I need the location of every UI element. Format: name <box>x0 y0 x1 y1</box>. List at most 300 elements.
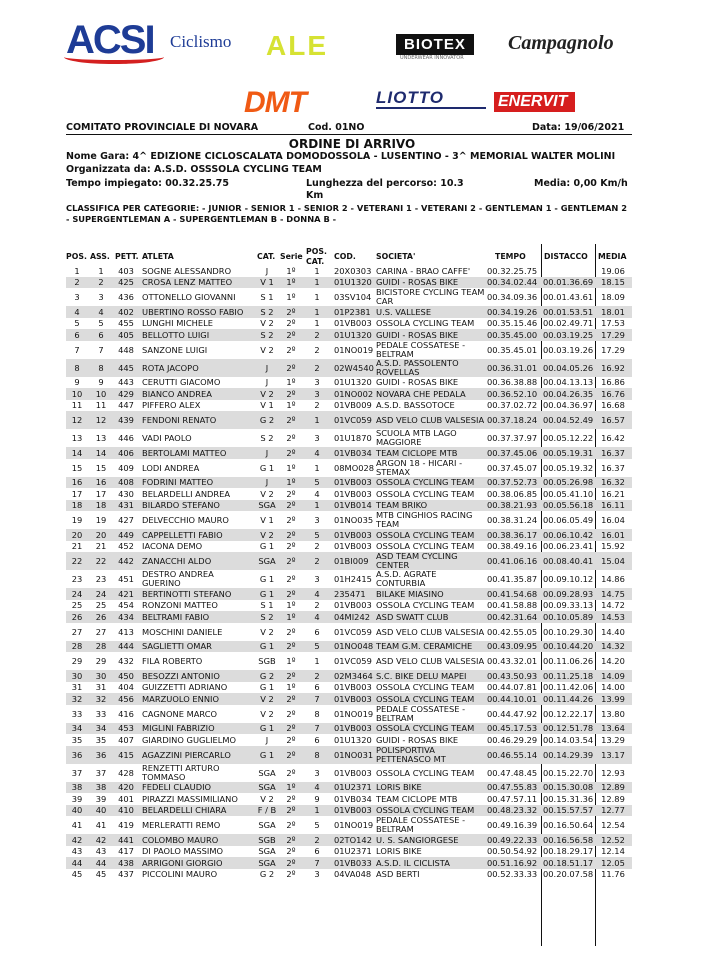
cell-societa: ASD BERTI <box>376 869 420 880</box>
table-row <box>66 529 632 541</box>
cell-media: 17.29 <box>601 344 625 355</box>
col-poscat-1: POS. <box>306 247 327 256</box>
cell-pos: 21 <box>71 541 83 552</box>
cell-tempo: 00.35.45.00 <box>487 329 538 340</box>
cell-societa: GUIDI - ROSAS BIKE <box>376 734 459 745</box>
cell-cod: 01VC059 <box>334 415 372 425</box>
race-length: Lunghezza del percorso: 10.3 <box>306 178 464 189</box>
cell-pos: 3 <box>74 292 80 302</box>
cell-media: 16.92 <box>601 362 625 373</box>
cell-serie: 2º <box>286 556 296 566</box>
cell-ass: 26 <box>95 611 107 622</box>
cell-media: 19.06 <box>601 265 625 276</box>
cell-pett: 434 <box>118 611 134 622</box>
cell-societa: OSSOLA CYCLING TEAM <box>376 477 475 488</box>
cell-cat: V 1 <box>260 400 274 411</box>
cell-poscat: 2 <box>314 362 320 373</box>
cell-serie: 2º <box>286 529 296 540</box>
cell-cod: 01NO035 <box>334 515 374 525</box>
cell-pos: 42 <box>71 834 83 845</box>
cell-ass: 5 <box>98 318 104 329</box>
cell-atleta: MARZUOLO ENNIO <box>142 693 220 704</box>
cell-cod: 01VB033 <box>334 857 372 868</box>
cell-media: 14.86 <box>601 574 625 584</box>
cell-poscat: 7 <box>314 723 320 734</box>
cell-ass: 18 <box>95 500 107 511</box>
cell-distacco: 00.16.50.64 <box>543 820 594 830</box>
cell-tempo: 00.52.33.33 <box>487 869 538 880</box>
cell-distacco: 00.06.23.41 <box>543 541 594 552</box>
cell-media: 16.57 <box>601 415 625 425</box>
cell-media: 16.01 <box>601 529 625 540</box>
cell-poscat: 1 <box>314 265 320 276</box>
cell-poscat: 3 <box>314 388 320 399</box>
cell-media: 16.68 <box>601 400 625 411</box>
cell-serie: 2º <box>286 588 296 599</box>
cell-serie: 2º <box>286 433 296 443</box>
cell-tempo: 00.44.07.81 <box>487 682 538 693</box>
cell-poscat: 5 <box>314 820 320 830</box>
table-row <box>66 265 632 277</box>
cell-atleta: BELLOTTO LUIGI <box>142 329 210 340</box>
cell-distacco: 00.04.13.13 <box>543 377 594 388</box>
cell-serie: 2º <box>286 415 296 425</box>
cell-media: 12.54 <box>601 820 625 830</box>
cell-pett: 441 <box>118 834 134 845</box>
cell-ass: 15 <box>95 462 107 473</box>
cell-pett: 445 <box>118 362 134 373</box>
cell-cat: SGA <box>258 500 276 511</box>
cell-media: 16.11 <box>601 500 625 511</box>
cell-cod: 01U1870 <box>334 433 372 443</box>
cell-tempo: 00.44.47.92 <box>487 708 538 719</box>
cell-cod: 02M3464 <box>334 670 373 681</box>
cell-atleta: CROSA LENZ MATTEO <box>142 277 233 288</box>
table-row <box>66 816 632 834</box>
cell-ass: 21 <box>95 541 107 552</box>
ale-logo: ALE <box>266 30 328 61</box>
cell-pos: 1 <box>74 265 80 276</box>
cell-societa: GUIDI - ROSAS BIKE <box>376 329 459 340</box>
cell-distacco: 00.11.25.18 <box>543 670 594 681</box>
cell-ass: 2 <box>98 277 104 288</box>
cell-ass: 41 <box>95 820 107 830</box>
cell-ass: 45 <box>95 869 107 880</box>
cell-pos: 2 <box>74 277 80 288</box>
cell-cod: 01NO019 <box>334 708 374 719</box>
cell-pett: 453 <box>118 723 134 734</box>
cell-ass: 33 <box>95 708 107 719</box>
cell-cat: V 2 <box>260 626 274 637</box>
cell-tempo: 00.41.58.88 <box>487 600 538 611</box>
cell-serie: 2º <box>286 857 296 868</box>
cell-atleta: PIFFERO ALEX <box>142 400 201 411</box>
cell-societa: POLISPORTIVA PETTENASCO MT <box>376 744 446 764</box>
cell-tempo: 00.47.57.11 <box>487 793 538 804</box>
cell-poscat: 9 <box>314 793 320 804</box>
cell-pos: 40 <box>71 805 83 816</box>
liotto-underline <box>376 107 486 109</box>
cell-pos: 10 <box>71 388 83 399</box>
cell-tempo: 00.47.48.45 <box>487 767 538 778</box>
cell-distacco: 00.09.10.12 <box>543 574 594 584</box>
cell-tempo: 00.38.49.16 <box>487 541 538 552</box>
table-row <box>66 500 632 512</box>
cell-media: 13.99 <box>601 693 625 704</box>
acsi-logo: ACSI <box>66 18 154 62</box>
cell-media: 16.42 <box>601 433 625 443</box>
cell-atleta: IACONA DEMO <box>142 541 203 552</box>
cell-ass: 43 <box>95 846 107 857</box>
table-row <box>66 359 632 377</box>
cell-cod: 01VB003 <box>334 682 372 693</box>
cell-media: 13.80 <box>601 708 625 719</box>
cell-media: 14.53 <box>601 611 625 622</box>
cell-ass: 32 <box>95 693 107 704</box>
cell-cat: G 1 <box>259 749 275 760</box>
cell-atleta: BESOZZI ANTONIO <box>142 670 220 681</box>
cell-societa: OSSOLA CYCLING TEAM <box>376 488 475 499</box>
category-classification: CLASSIFICA PER CATEGORIE: - JUNIOR - SENIOR 1 - SENIOR 2 - VETERANI 1 - VETERANI 2 - GENTLEMAN 1 - GENTLEMAN 2 - SUPERGENTLEMAN A - SUPERGENTLEMAN B - DONNA B - <box>66 203 628 224</box>
cell-pos: 5 <box>74 318 80 329</box>
cell-tempo: 00.37.45.07 <box>487 462 538 473</box>
liotto-logo: LIOTTO <box>376 88 445 107</box>
race-length-unit: Km <box>306 190 324 201</box>
cell-tempo: 00.37.02.72 <box>487 400 538 411</box>
cell-distacco: 00.03.19.25 <box>543 329 594 340</box>
cell-tempo: 00.34.02.44 <box>487 277 538 288</box>
cell-poscat: 2 <box>314 344 320 355</box>
cell-pett: 436 <box>118 292 134 302</box>
cell-cod: 01U2371 <box>334 846 372 857</box>
cell-poscat: 5 <box>314 529 320 540</box>
cell-cat: SGB <box>258 834 276 845</box>
table-row <box>66 682 632 694</box>
cell-pos: 30 <box>71 670 83 681</box>
cell-media: 18.01 <box>601 306 625 317</box>
cell-cod: 01NO048 <box>334 641 374 652</box>
cell-pos: 39 <box>71 793 83 804</box>
cell-cat: SGB <box>258 656 276 666</box>
cell-cod: 01VB003 <box>334 767 372 778</box>
cell-distacco: 00.05.19.31 <box>543 447 594 458</box>
cell-pett: 442 <box>118 556 134 566</box>
cell-tempo: 00.42.55.05 <box>487 626 538 637</box>
cell-pett: 428 <box>118 767 134 778</box>
cell-distacco: 00.05.12.22 <box>543 433 594 443</box>
cell-cat: G 1 <box>259 682 275 693</box>
cell-cod: 01VB034 <box>334 793 372 804</box>
cell-pett: 446 <box>118 433 134 443</box>
cell-ass: 29 <box>95 656 107 666</box>
cell-media: 17.29 <box>601 329 625 340</box>
cell-serie: 2º <box>286 541 296 552</box>
table-row <box>66 400 632 412</box>
cell-tempo: 00.47.55.83 <box>487 782 538 793</box>
col-distacco: DISTACCO <box>544 252 588 261</box>
table-row <box>66 341 632 359</box>
cell-cat: G 1 <box>259 541 275 552</box>
cell-distacco: 00.16.56.58 <box>543 834 594 845</box>
cell-ass: 39 <box>95 793 107 804</box>
col-ass: ASS. <box>90 252 110 261</box>
cell-atleta: PIRAZZI MASSIMILIANO <box>142 793 238 804</box>
cell-societa: BICISTORE CYCLING TEAM CAR <box>376 287 485 306</box>
cell-cat: V 2 <box>260 488 274 499</box>
cell-tempo: 00.50.54.92 <box>487 846 538 857</box>
cell-ass: 13 <box>95 433 107 443</box>
cell-poscat: 3 <box>314 574 320 584</box>
cell-cod: 01NO002 <box>334 388 374 399</box>
cell-pett: 410 <box>118 805 134 816</box>
table-row <box>66 793 632 805</box>
cell-pett: 403 <box>118 265 134 276</box>
cell-media: 12.05 <box>601 857 625 868</box>
cell-ass: 3 <box>98 292 104 302</box>
cell-poscat: 7 <box>314 693 320 704</box>
cell-pos: 12 <box>71 415 83 425</box>
cell-serie: 2º <box>286 749 296 760</box>
cell-distacco: 00.08.40.41 <box>543 556 594 566</box>
cell-pos: 9 <box>74 377 80 388</box>
cell-ass: 10 <box>95 388 107 399</box>
cell-pett: 401 <box>118 793 134 804</box>
cell-serie: 2º <box>286 767 296 778</box>
cell-cod: 01VC059 <box>334 626 372 637</box>
cell-cat: V 2 <box>260 708 274 719</box>
cell-poscat: 1 <box>314 277 320 288</box>
cell-tempo: 00.46.55.14 <box>487 749 538 760</box>
table-row <box>66 318 632 330</box>
cell-cat: S 1 <box>260 600 274 611</box>
cell-media: 11.76 <box>601 869 625 880</box>
cell-tempo: 00.49.16.39 <box>487 820 538 830</box>
cell-poscat: 1 <box>314 656 320 666</box>
cell-poscat: 6 <box>314 626 320 637</box>
cell-ass: 42 <box>95 834 107 845</box>
col-tempo: TEMPO <box>495 252 526 261</box>
cell-cat: G 1 <box>259 641 275 652</box>
cell-pos: 13 <box>71 433 83 443</box>
cell-pett: 447 <box>118 400 134 411</box>
cell-poscat: 3 <box>314 767 320 778</box>
cell-distacco: 00.18.29.17 <box>543 846 594 857</box>
cell-serie: 2º <box>286 693 296 704</box>
cell-poscat: 2 <box>314 329 320 340</box>
cell-atleta: GUIZZETTI ADRIANO <box>142 682 228 693</box>
cell-poscat: 1 <box>314 500 320 511</box>
cell-pos: 22 <box>71 556 83 566</box>
cell-ass: 25 <box>95 600 107 611</box>
cell-media: 12.89 <box>601 782 625 793</box>
cell-pos: 14 <box>71 447 83 458</box>
cell-pett: 444 <box>118 641 134 652</box>
cell-tempo: 00.32.25.75 <box>487 265 538 276</box>
cell-societa: MTB CINGHIOS RACING TEAM <box>376 510 473 529</box>
cell-pos: 33 <box>71 708 83 719</box>
cell-atleta: DELVECCHIO MAURO <box>142 515 229 525</box>
cell-poscat: 1 <box>314 415 320 425</box>
cell-pos: 38 <box>71 782 83 793</box>
cell-cat: G 1 <box>259 462 275 473</box>
cell-poscat: 7 <box>314 857 320 868</box>
cell-ass: 34 <box>95 723 107 734</box>
cell-tempo: 00.43.50.93 <box>487 670 538 681</box>
cell-poscat: 2 <box>314 556 320 566</box>
cell-cod: 08MO028 <box>334 462 375 473</box>
cell-cat: G 2 <box>259 670 275 681</box>
cell-societa: ASD VELO CLUB VALSESIA <box>376 626 485 637</box>
cell-media: 14.72 <box>601 600 625 611</box>
cell-media: 16.04 <box>601 515 625 525</box>
cell-cat: SGA <box>258 857 276 868</box>
cell-distacco: 00.01.36.69 <box>543 277 594 288</box>
cell-distacco: 00.04.36.97 <box>543 400 594 411</box>
cell-distacco: 00.01.53.51 <box>543 306 594 317</box>
cell-media: 13.29 <box>601 734 625 745</box>
cell-atleta: GIARDINO GUGLIELMO <box>142 734 237 745</box>
cell-atleta: BELARDELLI ANDREA <box>142 488 231 499</box>
cell-media: 17.53 <box>601 318 625 329</box>
cell-societa: ASD SWATT CLUB <box>376 611 449 622</box>
cell-cod: 04VA048 <box>334 869 372 880</box>
table-row <box>66 782 632 794</box>
cell-serie: 2º <box>286 500 296 511</box>
cell-pos: 32 <box>71 693 83 704</box>
cell-tempo: 00.38.21.93 <box>487 500 538 511</box>
cell-atleta: SANZONE LUIGI <box>142 344 208 355</box>
cell-media: 14.00 <box>601 682 625 693</box>
cell-serie: 2º <box>286 641 296 652</box>
col-serie: Serie <box>280 252 303 261</box>
cell-ass: 19 <box>95 515 107 525</box>
cell-ass: 23 <box>95 574 107 584</box>
cell-societa: OSSOLA CYCLING TEAM <box>376 805 475 816</box>
cell-distacco: 00.04.26.35 <box>543 388 594 399</box>
cell-pett: 427 <box>118 515 134 525</box>
cell-pett: 416 <box>118 708 134 719</box>
cell-pett: 402 <box>118 306 134 317</box>
cell-pett: 407 <box>118 734 134 745</box>
cell-serie: 2º <box>286 515 296 525</box>
cell-pos: 37 <box>71 767 83 778</box>
cell-pos: 19 <box>71 515 83 525</box>
cell-pos: 20 <box>71 529 83 540</box>
cell-pett: 405 <box>118 329 134 340</box>
cell-pos: 44 <box>71 857 83 868</box>
biotex-logo: BIOTEX <box>396 34 474 55</box>
cell-tempo: 00.38.06.85 <box>487 488 538 499</box>
cell-ass: 8 <box>98 362 104 373</box>
cell-poscat: 3 <box>314 515 320 525</box>
table-row <box>66 623 632 641</box>
cell-pett: 456 <box>118 693 134 704</box>
campagnolo-logo: Campagnolo <box>508 32 614 54</box>
cell-distacco: 00.05.26.98 <box>543 477 594 488</box>
cell-atleta: FEDELI CLAUDIO <box>142 782 212 793</box>
cell-poscat: 6 <box>314 682 320 693</box>
cell-media: 14.32 <box>601 641 625 652</box>
cell-distacco: 00.15.22.70 <box>543 767 594 778</box>
cell-cat: V 2 <box>260 388 274 399</box>
cell-serie: 2º <box>286 723 296 734</box>
cell-tempo: 00.34.09.36 <box>487 292 538 302</box>
cell-poscat: 2 <box>314 400 320 411</box>
cell-pos: 6 <box>74 329 80 340</box>
cell-cat: J <box>265 377 269 388</box>
cell-media: 12.93 <box>601 767 625 778</box>
cell-ass: 16 <box>95 477 107 488</box>
cell-ass: 24 <box>95 588 107 599</box>
cell-distacco: 00.11.44.26 <box>543 693 594 704</box>
cell-atleta: SOGNE ALESSANDRO <box>142 265 232 276</box>
cell-pos: 7 <box>74 344 80 355</box>
cell-distacco: 00.11.42.06 <box>543 682 594 693</box>
cell-atleta: FODRINI MATTEO <box>142 477 214 488</box>
cell-serie: 1º <box>286 782 296 793</box>
cell-societa: PEDALE COSSATESE - BELTRAM <box>376 703 466 723</box>
cell-atleta: CERUTTI GIACOMO <box>142 377 221 388</box>
cell-ass: 20 <box>95 529 107 540</box>
cell-pos: 27 <box>71 626 83 637</box>
cell-cod: 01NO019 <box>334 820 374 830</box>
cell-serie: 2º <box>286 626 296 637</box>
table-row <box>66 488 632 500</box>
cell-atleta: BILARDO STEFANO <box>142 500 220 511</box>
cell-societa: TEAM G.M. CERAMICHE <box>376 641 473 652</box>
cell-media: 15.92 <box>601 541 625 552</box>
cell-pos: 18 <box>71 500 83 511</box>
cell-media: 14.20 <box>601 656 625 666</box>
cell-ass: 1 <box>98 265 104 276</box>
cell-tempo: 00.43.09.95 <box>487 641 538 652</box>
cell-cat: SGA <box>258 556 276 566</box>
cell-media: 12.77 <box>601 805 625 816</box>
table-row <box>66 652 632 670</box>
cell-pett: 417 <box>118 846 134 857</box>
cell-distacco: 00.10.29.30 <box>543 626 594 637</box>
cell-pos: 24 <box>71 588 83 599</box>
cell-cod: 01VB003 <box>334 541 372 552</box>
cell-tempo: 00.45.17.53 <box>487 723 538 734</box>
cell-societa: OSSOLA CYCLING TEAM <box>376 600 475 611</box>
cell-cat: J <box>265 265 269 276</box>
table-row <box>66 611 632 623</box>
page-title: ORDINE DI ARRIVO <box>288 137 416 151</box>
enervit-logo: ENERVIT <box>494 92 575 112</box>
cell-tempo: 00.38.31.24 <box>487 515 538 525</box>
cell-ass: 22 <box>95 556 107 566</box>
cell-pett: 437 <box>118 869 134 880</box>
cell-serie: 2º <box>286 306 296 317</box>
cell-poscat: 8 <box>314 708 320 719</box>
cell-distacco: 00.15.57.57 <box>543 805 594 816</box>
cell-societa: SCUOLA MTB LAGO MAGGIORE <box>376 428 457 447</box>
cell-societa: OSSOLA CYCLING TEAM <box>376 318 475 329</box>
cell-atleta: COLOMBO MAURO <box>142 834 219 845</box>
cell-serie: 2º <box>286 362 296 373</box>
race-name: Nome Gara: 4^ EDIZIONE CICLOSCALATA DOMODOSSOLA - LUSENTINO - 3^ MEMORIAL WALTER MOLINI <box>66 151 616 162</box>
cell-pos: 34 <box>71 723 83 734</box>
cell-atleta: OTTONELLO GIOVANNI <box>142 292 236 302</box>
cell-tempo: 00.35.15.46 <box>487 318 538 329</box>
cell-tempo: 00.34.19.26 <box>487 306 538 317</box>
cell-pett: 438 <box>118 857 134 868</box>
cell-poscat: 4 <box>314 611 320 622</box>
cell-societa: TEAM CICLOPE MTB <box>376 447 458 458</box>
cell-pett: 431 <box>118 500 134 511</box>
cell-poscat: 2 <box>314 834 320 845</box>
